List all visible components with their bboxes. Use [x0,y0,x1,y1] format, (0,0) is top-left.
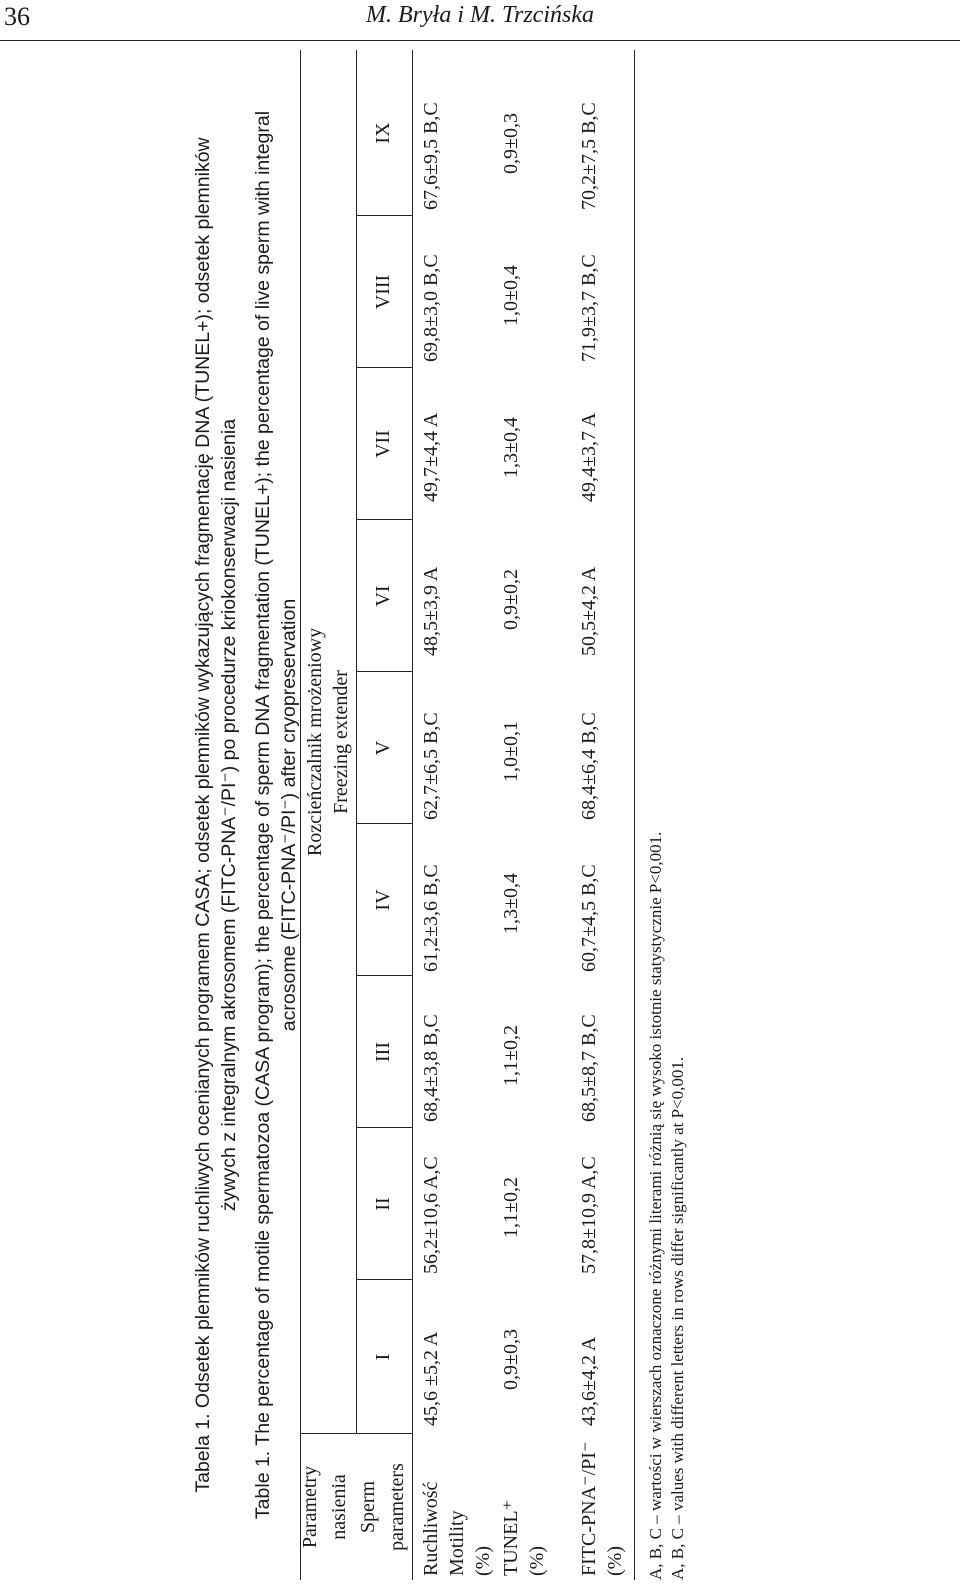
table-cell: 56,2±10,6 A,C [420,1156,442,1274]
table-bottom-rule [634,50,635,1580]
table-top-rule [300,50,301,1580]
table-cell: 67,6±9,5 B,C [420,102,442,210]
table-cell: 60,7±4,5 B,C [578,864,600,972]
column-header-VIII: VIII [372,274,394,310]
table-cell: 0,9±0,2 [500,569,522,630]
param-header [296,1434,412,1580]
table-cell: 0,9±0,3 [500,113,522,174]
column-header-II: II [372,1197,394,1211]
column-header-III: III [372,1042,394,1062]
table-cell: 1,0±0,4 [500,265,522,326]
row-label-line: TUNEL⁺ [500,1499,522,1576]
caption-en [250,50,302,1580]
table-cell: 1,3±0,4 [500,873,522,934]
row-label-line: (%) [472,1546,494,1576]
group-header-en: Freezing extender [330,670,352,814]
table-cell: 50,5±4,2 A [578,566,600,656]
row-label-line: (%) [604,1546,626,1576]
table-cell: 1,3±0,4 [500,417,522,478]
group-header-pl: Rozcieńczalnik mrożeniowy [304,627,326,857]
table-cell: 68,5±8,7 B,C [578,1014,600,1122]
column-header-V: V [372,740,394,756]
row-label-motility [418,1482,496,1576]
rotated-table-page [180,50,900,1580]
table-cell: 0,9±0,3 [500,1329,522,1390]
param-header-line: nasienia [328,1474,350,1540]
column-header-I: I [372,1353,394,1361]
running-head: M. Bryła i M. Trzcińska [366,2,594,28]
table-cell: 61,2±3,6 B,C [420,864,442,972]
row-label-line: FITC-PNA⁻/PI⁻ [578,1441,600,1576]
table-cell: 43,6±4,2 A [578,1336,600,1426]
footnote-pl: A, B, C – wartości w wierszach oznaczone różnymi literami różnią się wysoko istotnie statystycznie P<0,001. [646,831,665,1580]
table-cell: 49,7±4,4 A [420,412,442,502]
row-label-line: Ruchliwość [420,1481,442,1576]
table-cell: 68,4±3,8 B,C [420,1014,442,1122]
column-header-VI: VI [372,585,394,607]
column-header-VII: VII [372,430,394,458]
table-cell: 49,4±3,7 A [578,412,600,502]
row-label-tunel [498,1500,550,1576]
table-cell: 1,0±0,1 [500,721,522,782]
table-cell: 57,8±10,9 A,C [578,1156,600,1274]
caption-pl [190,50,242,1580]
caption-pl-line2: żywych z integralnym akrosomem (FITC-PNA⁻/PI⁻) po procedurze kriokonserwacji nasienia [218,418,240,1212]
table-cell: 69,8±3,0 B,C [420,254,442,362]
caption-pl-line1: Tabela 1. Odsetek plemników ruchliwych ocenianych programem CASA; odsetek plemników wykazujących fragmentację DNA (TUNEL+); odsetek plemników [192,137,214,1493]
table-cell: 68,4±6,4 B,C [578,712,600,820]
group-header-rule [356,50,357,1434]
table-cell: 70,2±7,5 B,C [578,102,600,210]
table-cell: 48,5±3,9 A [420,566,442,656]
column-header-IV: IV [372,889,394,911]
header-rule [0,40,960,41]
param-header-line: Parametry [299,1465,321,1549]
table-cell: 45,6 ±5,2 A [420,1331,442,1426]
page-number: 36 [4,2,30,31]
row-label-line: Motility [446,1510,468,1576]
caption-en-line2: acrosome (FITC-PNA⁻/PI⁻) after cryopreservation [278,598,300,1032]
table-cell: 1,1±0,2 [500,1177,522,1238]
caption-en-line1: Table 1. The percentage of motile spermatozoa (CASA program); the percentage of sperm DNA fragmentation (TUNEL+); the percentage of live sperm with integral [252,110,274,1520]
row-label-fitc [576,1442,628,1576]
group-header [302,50,354,1434]
footnote-en: A, B, C – values with different letters in rows differ significantly at P<0,001. [668,1056,687,1580]
param-header-line: Sperm [357,1480,379,1534]
param-header-line: parameters [386,1463,408,1551]
table-cell: 1,1±0,2 [500,1025,522,1086]
table-cell: 71,9±3,7 B,C [578,254,600,362]
column-header-IX: IX [372,122,394,144]
header-bottom-rule [412,50,413,1580]
table-cell: 62,7±6,5 B,C [420,712,442,820]
row-label-line: (%) [526,1546,548,1576]
